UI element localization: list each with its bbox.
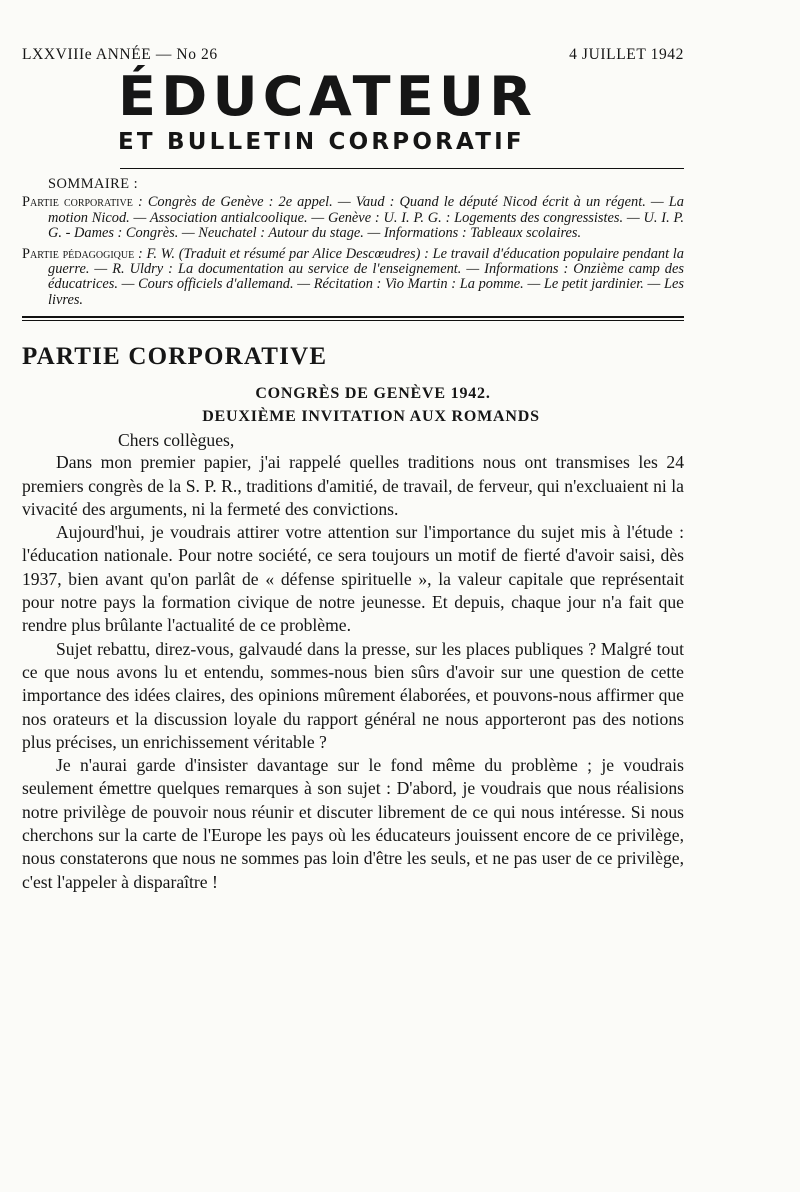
toc-pedagogique-text: : F. W. (Traduit et résumé par Alice Descœudres) : Le travail d'éducation populaire pendant la guerre. — R. Uldry : La documentation au service de l'enseignement. — Informations : Onzième camp des éducatrices. — Cours officiels d'allemand. — Récitation : Vio Martin : La pomme. — Le petit jardinier. — Les livres.	[48, 245, 684, 308]
journal-page	[22, 46, 684, 894]
paragraph: Dans mon premier papier, j'ai rappelé quelles traditions nous ont transmises les 24 premiers congrès de la S. P. R., traditions d'amitié, de travail, de ferveur, qui n'excluaient ni la vivacité des arguments, ni la fermeté des convictions.	[22, 452, 684, 519]
issue-date: 4 JUILLET 1942	[569, 46, 684, 63]
section-heading: PARTIE CORPORATIVE	[22, 343, 328, 371]
article-title: CONGRÈS DE GENÈVE 1942.	[255, 385, 491, 403]
issue-line	[22, 46, 684, 64]
issue-number: LXXVIIIe ANNÉE — No 26	[22, 46, 218, 63]
toc-corporative-label: Partie corporative	[22, 194, 133, 211]
paragraph: Sujet rebattu, direz-vous, galvaudé dans la presse, sur les places publiques ? Malgré tout ce que nous avons lu et entendu, sommes-nous bien sûrs d'avoir sur une question de cette importance des idées claires, des opinions mûrement élaborées, et pouvons-nous affirmer que nos orateurs et la discussion loyale du rapport général ne nous apporteront pas des notions plus précises, un enrichissement véritable ?	[22, 638, 684, 752]
toc-corporative-text: : Congrès de Genève : 2e appel. — Vaud : Quand le député Nicod écrit à un régent. — La motion Nicod. — Association antialcoolique. — Genève : U. I. P. G. : Logements des congressistes. — U. I. P. G. - Dames : Congrès. — Neuchatel : Autour du stage. — Informations : Tableaux scolaires.	[48, 194, 684, 242]
paragraph: Je n'aurai garde d'insister davantage sur le fond même du problème ; je voudrais seulement émettre quelques remarques à son sujet : D'abord, je voudrais que nous réalisions notre privilège de pouvoir nous réunir et discuter librement de ce qui nous intéresse. Si nous cherchons sur la carte de l'Europe les pays où les éducateurs jouissent encore de ce privilège, nous constaterons que nous ne sommes pas loin d'être les seuls, et ne pas user de ce privilège, c'est l'appeler à disparaître !	[22, 755, 684, 892]
masthead-rule	[120, 168, 684, 169]
masthead	[118, 65, 684, 156]
article-subtitle: DEUXIÈME INVITATION AUX ROMANDS	[202, 408, 540, 426]
journal-title: ÉDUCATEUR	[118, 65, 538, 128]
journal-subtitle: ET BULLETIN CORPORATIF	[118, 129, 525, 155]
salutation: Chers collègues,	[118, 430, 235, 451]
toc-corporative	[22, 195, 684, 241]
table-of-contents	[22, 177, 684, 308]
toc-heading: SOMMAIRE :	[48, 176, 139, 192]
paragraph: Aujourd'hui, je voudrais attirer votre attention sur l'importance du sujet mis à l'étude : l'éducation nationale. Pour notre société, ce sera toujours un motif de fierté d'avoir saisi, dès 1937, bien avant qu'on parlât de « défense spirituelle », la valeur capitale que représentait pour notre pays la formation civique de notre jeunesse. Et depuis, chaque jour n'a fait que rendre plus brûlante l'actualité de ce problème.	[22, 522, 684, 636]
toc-pedagogique-label: Partie pédagogique	[22, 245, 135, 262]
toc-double-rule	[22, 316, 684, 321]
article-body	[22, 451, 684, 894]
toc-pedagogique	[22, 247, 684, 309]
